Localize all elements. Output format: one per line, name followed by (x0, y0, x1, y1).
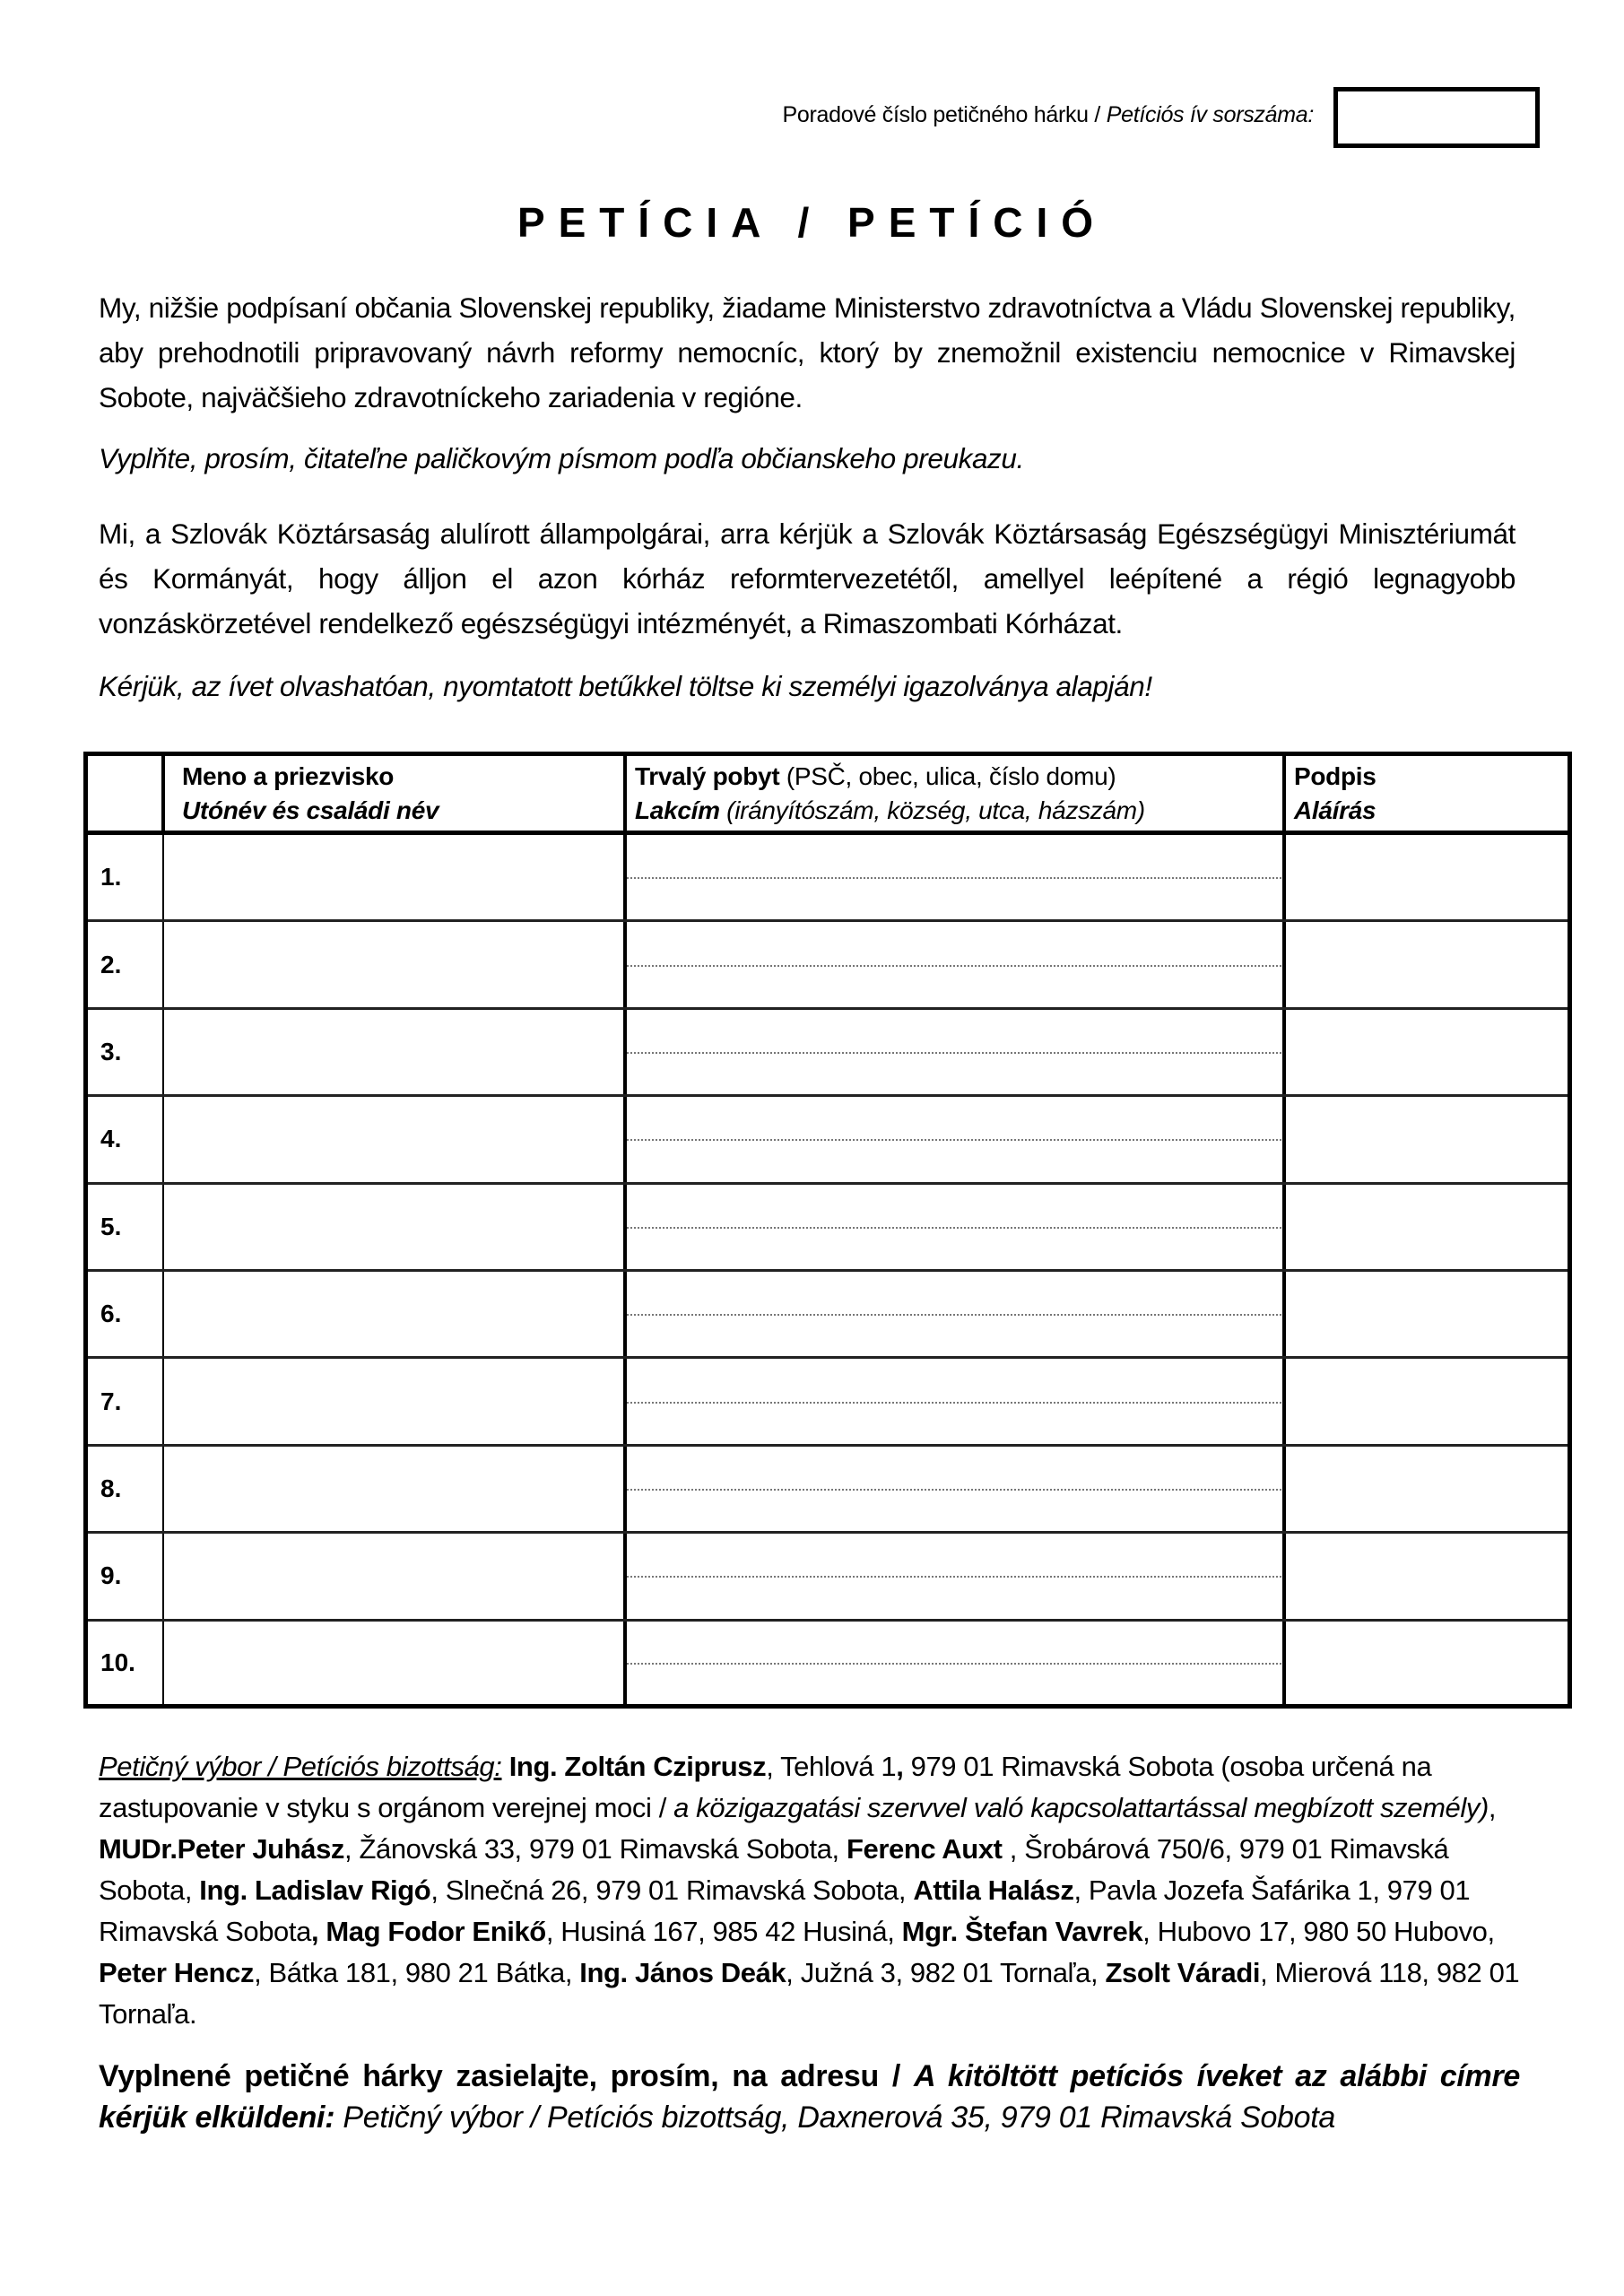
table-row (88, 1534, 1568, 1621)
table-row (88, 1622, 1568, 1704)
address-dotted-line (627, 1314, 1281, 1316)
column-header-address-hu-bold: Lakcím (635, 796, 720, 824)
committee-member-name: Peter Hencz (99, 1957, 255, 1988)
column-header-signature-sk: Podpis (1294, 762, 1376, 790)
name-field[interactable] (165, 1272, 622, 1356)
column-header-address-sk-rest: (PSČ, obec, ulica, číslo domu) (779, 762, 1116, 790)
table-header (88, 756, 1568, 835)
committee-address: 979 01 Rimavská Sobota (osoba určená na zastupovanie v styku s orgánom verejnej moci / (99, 1751, 1432, 1823)
name-field[interactable] (165, 835, 622, 919)
committee-address: , Mierová 118, 982 01 Tornaľa. (99, 1957, 1520, 2030)
serial-number-field[interactable] (1333, 87, 1540, 148)
name-field[interactable] (165, 922, 622, 1006)
committee-member-name: Zsolt Váradi (1105, 1957, 1261, 1988)
signature-field[interactable] (1286, 1622, 1571, 1704)
row-number: 1. (100, 863, 122, 891)
address-dotted-line (627, 965, 1281, 967)
committee-address: , Južná 3, 982 01 Tornaľa, (786, 1957, 1106, 1988)
intro-paragraph-sk: My, nižšie podpísaní občania Slovenskej republiky, žiadame Ministerstvo zdravotníctva a Vládu Slovenskej republiky, aby prehodnotili pripravovaný návrh reformy nemocníc, ktorý by znemožnil existenciu nemocnice v Rimavskej Sobote, najväčšieho zdravotníckeho zariadenia v regióne. (99, 291, 1515, 413)
table-row (88, 1359, 1568, 1446)
table-row (88, 1185, 1568, 1272)
page-title: PETÍCIA / PETÍCIÓ (517, 199, 1107, 246)
serial-label-hu: Petíciós ív sorszáma: (1106, 102, 1314, 127)
column-header-name-hu: Utónév és családi név (182, 796, 439, 824)
address-dotted-line (627, 1489, 1281, 1491)
row-number: 2. (100, 950, 122, 978)
signature-table (83, 752, 1572, 1709)
signature-field[interactable] (1286, 1359, 1571, 1443)
committee-member-name: Ing. János Deák (579, 1957, 786, 1988)
committee-address: , (1488, 1792, 1497, 1823)
column-header-address-sk-bold: Trvalý pobyt (635, 762, 780, 790)
row-number: 7. (100, 1387, 122, 1415)
name-field[interactable] (165, 1185, 622, 1269)
signature-field[interactable] (1286, 1097, 1571, 1181)
address-dotted-line (627, 877, 1281, 879)
column-header-signature (1294, 760, 1376, 828)
signature-field[interactable] (1286, 1534, 1571, 1618)
table-body (88, 835, 1568, 1704)
committee-member-name: Attila Halász (913, 1874, 1074, 1906)
row-number: 5. (100, 1212, 122, 1240)
committee-member-name: , Mag Fodor Enikő (310, 1916, 546, 1947)
mailing-instruction-sk: Vyplnené petičné hárky zasielajte, prosím, na adresu / (99, 2059, 914, 2093)
committee-note: a közigazgatási szervvel való kapcsolattartással megbízott személy) (673, 1792, 1489, 1823)
committee-address: , Šrobárová 750/6, 979 01 Rimavská Sobota, (99, 1833, 1449, 1906)
name-field[interactable] (165, 1359, 622, 1443)
committee-member-name: Ing. Ladislav Rigó (199, 1874, 431, 1906)
address-dotted-line (627, 1402, 1281, 1404)
signature-field[interactable] (1286, 922, 1571, 1006)
table-row (88, 835, 1568, 922)
instruction-hu: Kérjük, az ívet olvashatóan, nyomtatott betűkkel töltse ki személyi igazolványa alapján! (99, 670, 1152, 702)
mailing-address: Petičný výbor / Petíciós bizottság, Daxnerová 35, 979 01 Rimavská Sobota (334, 2100, 1336, 2135)
committee-address: , Žánovská 33, 979 01 Rimavská Sobota, (344, 1833, 847, 1865)
committee-address: , Bátka 181, 980 21 Bátka, (254, 1957, 580, 1988)
column-header-address-hu-rest: (irányítószám, község, utca, házszám) (719, 796, 1145, 824)
table-row (88, 1010, 1568, 1097)
signature-field[interactable] (1286, 835, 1571, 919)
row-number: 6. (100, 1300, 122, 1328)
committee-address: , Husiná 167, 985 42 Husiná, (545, 1916, 902, 1947)
name-field[interactable] (165, 1097, 622, 1181)
committee-address: , Tehlová 1 (766, 1751, 897, 1782)
name-field[interactable] (165, 1622, 622, 1704)
column-divider (161, 756, 165, 835)
table-row (88, 1272, 1568, 1359)
signature-field[interactable] (1286, 1010, 1571, 1094)
table-row (88, 1097, 1568, 1184)
address-dotted-line (627, 1139, 1281, 1141)
address-dotted-line (627, 1052, 1281, 1054)
mailing-instruction-hu: A kitöltött petíciós íveket az alábbi címre kérjük elküldeni: (99, 2059, 1520, 2135)
committee-address: , Hubovo 17, 980 50 Hubovo, (1142, 1916, 1495, 1947)
intro-paragraph-hu: Mi, a Szlovák Köztársaság alulírott állampolgárai, arra kérjük a Szlovák Köztársaság Egészségügyi Minisztériumát és Kormányát, hogy álljon el azon kórház reformtervezetétől, amellyel leépítené a régió legnagyobb vonzáskörzetével rendelkező egészségügyi intézményét, a Rimaszombati Kórházat. (99, 517, 1515, 639)
signature-field[interactable] (1286, 1185, 1571, 1269)
instruction-sk: Vyplňte, prosím, čitateľne paličkovým písmom podľa občianskeho preukazu. (99, 442, 1024, 474)
committee-member-name: Ing. Zoltán Cziprusz (501, 1751, 767, 1782)
signature-field[interactable] (1286, 1272, 1571, 1356)
committee-members (99, 1751, 1519, 2030)
signature-field[interactable] (1286, 1447, 1571, 1531)
column-header-signature-hu: Aláírás (1294, 796, 1376, 824)
address-dotted-line (627, 1227, 1281, 1229)
column-header-name (182, 760, 439, 828)
mailing-instructions (99, 2056, 1520, 2138)
column-header-name-sk: Meno a priezvisko (182, 762, 395, 790)
serial-number-label (583, 97, 1314, 133)
row-number: 4. (100, 1125, 122, 1153)
address-dotted-line (627, 1576, 1281, 1578)
committee-label: Petičný výbor / Petíciós bizottság: (99, 1751, 502, 1782)
committee-member-name: Mgr. Štefan Vavrek (901, 1916, 1143, 1947)
name-field[interactable] (165, 1447, 622, 1531)
name-field[interactable] (165, 1534, 622, 1618)
committee-address: , Slnečná 26, 979 01 Rimavská Sobota, (430, 1874, 914, 1906)
address-dotted-line (627, 1663, 1281, 1665)
petition-committee (99, 1746, 1533, 2035)
table-row (88, 922, 1568, 1009)
column-header-address (635, 760, 1145, 828)
committee-member-name: , (896, 1751, 904, 1782)
table-row (88, 1447, 1568, 1534)
committee-member-name: Ferenc Auxt (846, 1833, 1003, 1865)
name-field[interactable] (165, 1010, 622, 1094)
row-number: 10. (100, 1648, 135, 1676)
row-number: 8. (100, 1474, 122, 1502)
committee-member-name: MUDr.Peter Juhász (99, 1833, 345, 1865)
row-number: 3. (100, 1037, 122, 1065)
serial-label-sk: Poradové číslo petičného hárku / (782, 102, 1107, 127)
committee-address: , Pavla Jozefa Šafárika 1, 979 01 Rimavská Sobota (99, 1874, 1471, 1947)
row-number: 9. (100, 1561, 122, 1590)
